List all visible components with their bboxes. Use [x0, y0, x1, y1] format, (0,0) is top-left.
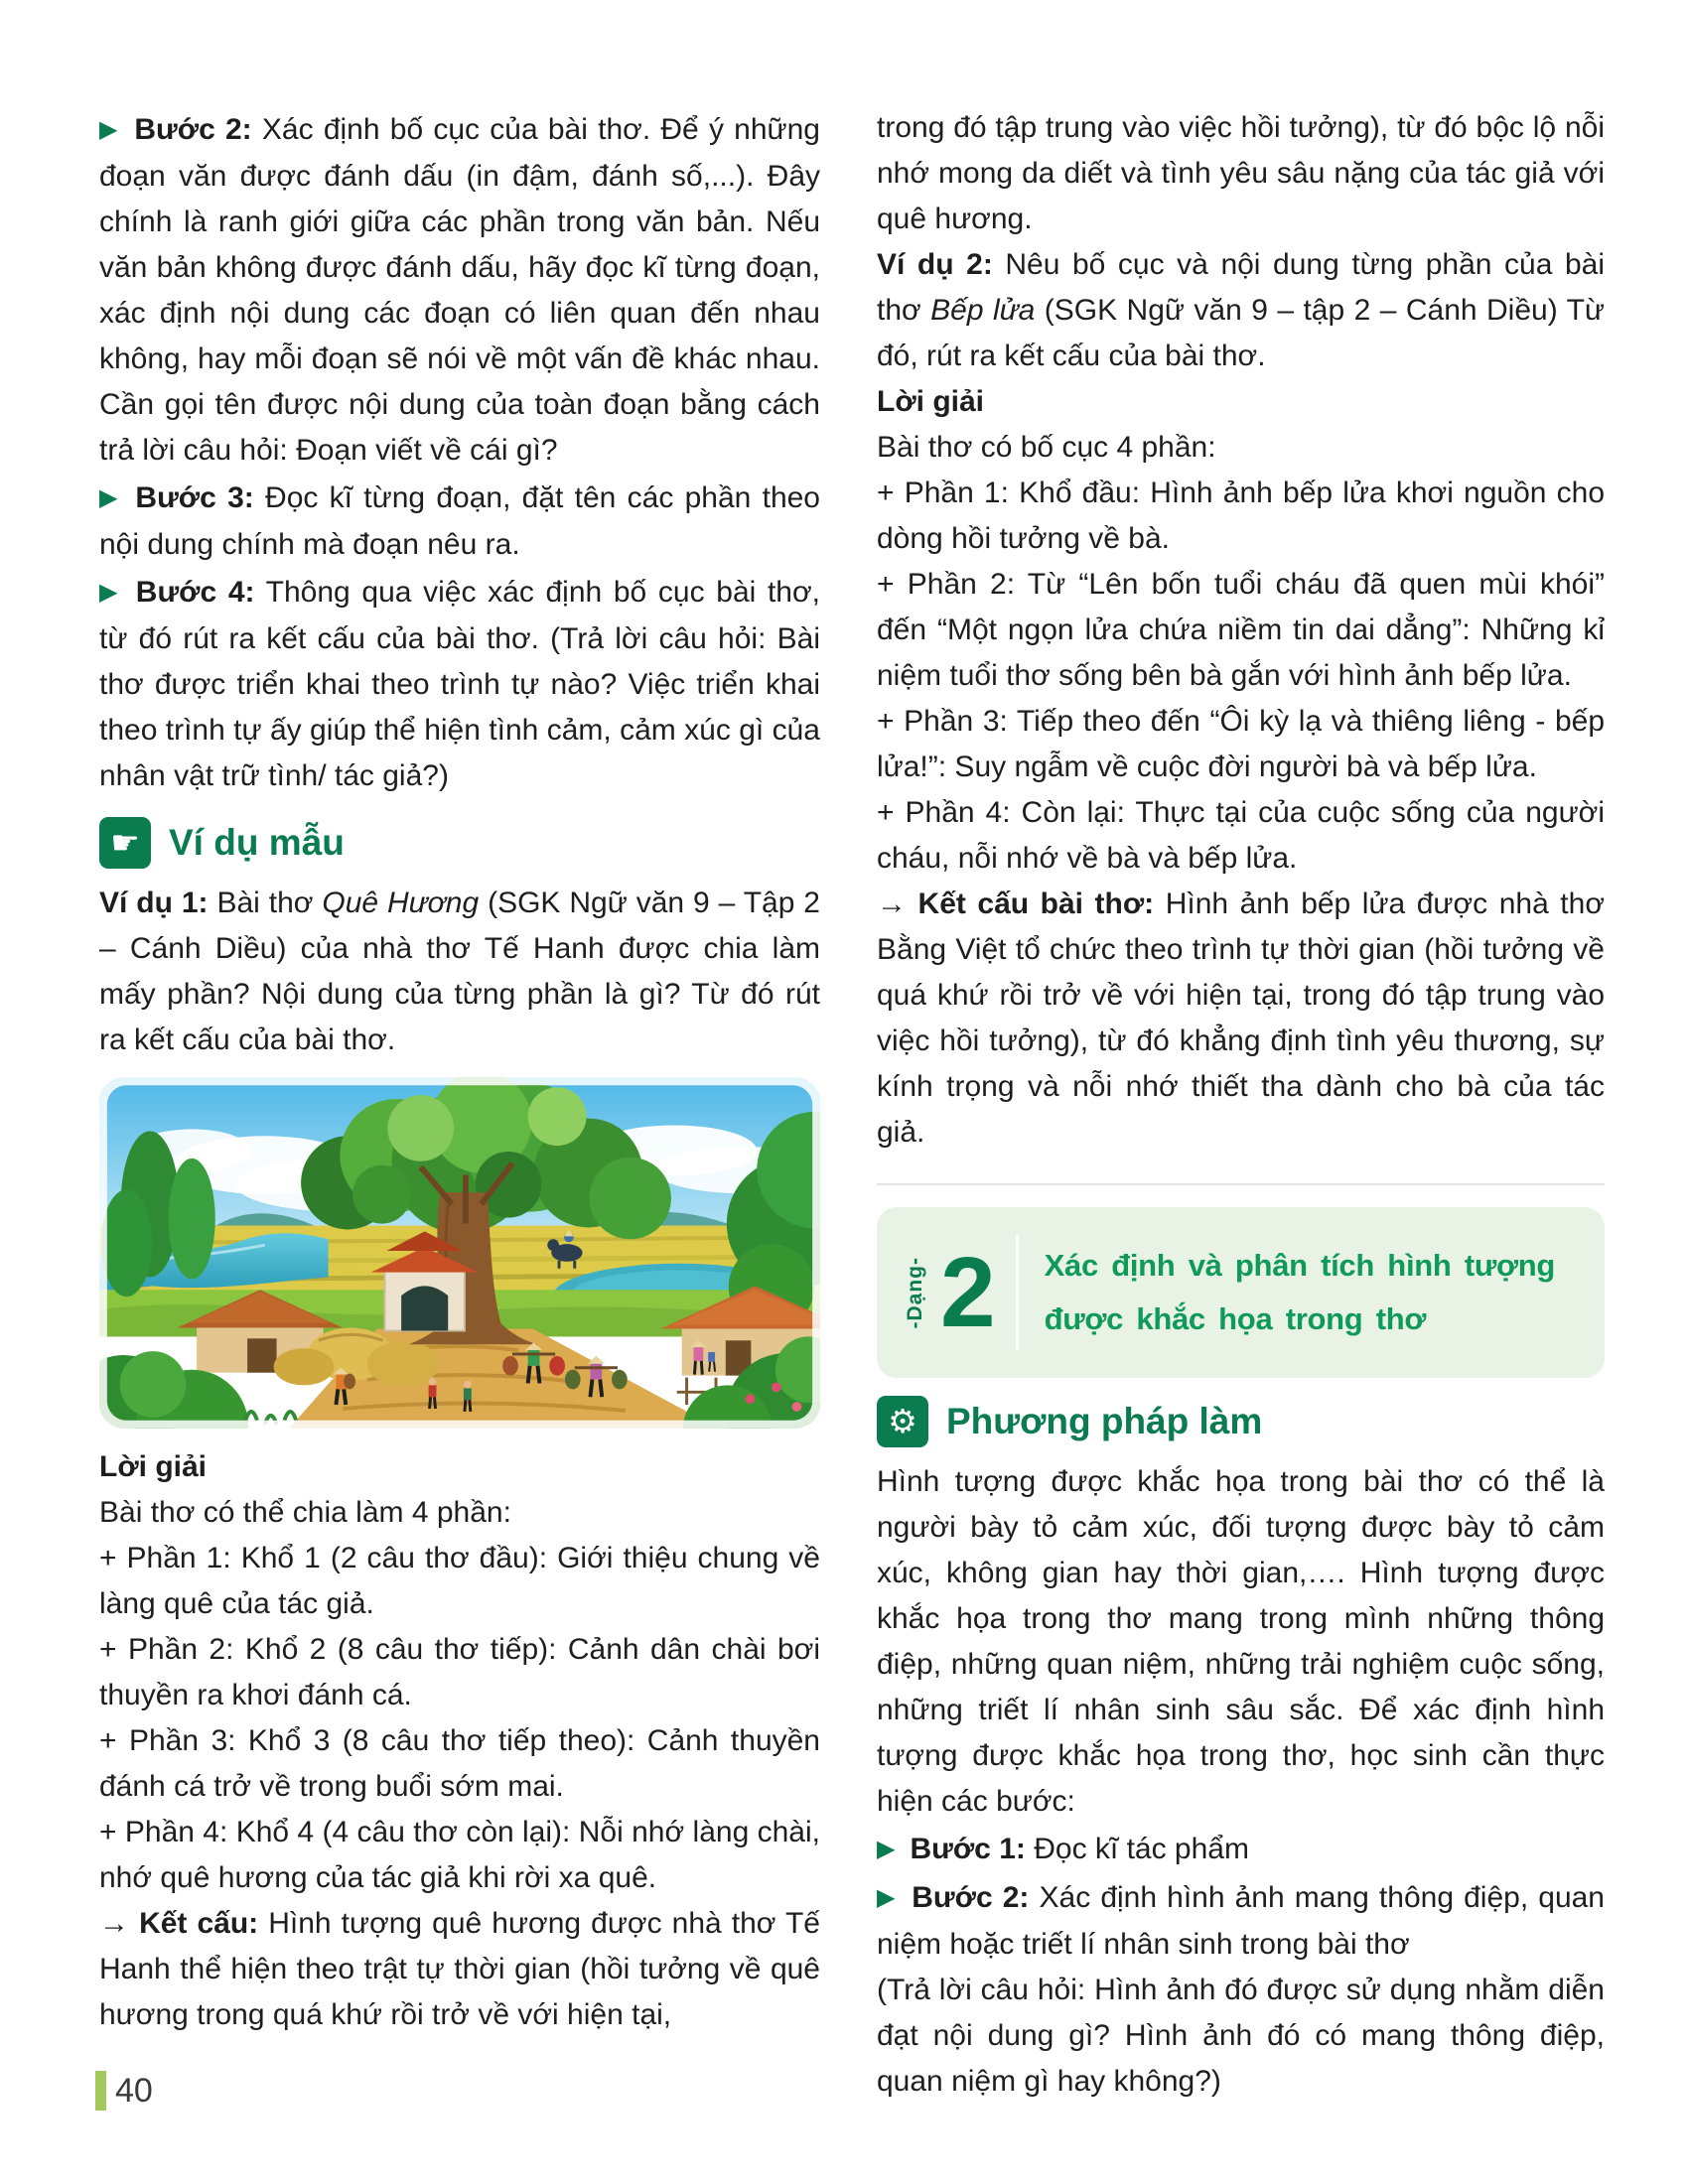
text-segment: Bài thơ có bố cục 4 phần:: [877, 431, 1216, 464]
solution-paragraph: [99, 1627, 820, 1718]
text-segment: + Phần 3: Khổ 3 (8 câu thơ tiếp theo): Cảnh thuyền đánh cá trở về trong buổi sớm mai.: [99, 1724, 820, 1803]
text-segment: + Phần 4: Khổ 4 (4 câu thơ còn lại): Nỗi nhớ làng chài, nhớ quê hương của tác giả khi rời xa quê.: [99, 1816, 820, 1894]
illustration-frame: [99, 1075, 820, 1431]
solution-paragraph: [877, 562, 1605, 699]
hand-pointer-icon: ☛: [99, 817, 151, 869]
vi-du-mau-header: [99, 817, 820, 869]
solution-paragraph: [99, 1490, 820, 1536]
text-segment: (SGK Ngữ văn 9 – Tập 2 – Cánh Diều) của nhà thơ Tế Hanh được chia làm mấy phần? Nội dung của từng phần là gì? Từ đó rút ra kết cấu của bài thơ.: [99, 887, 820, 1056]
example-paragraph: [99, 881, 820, 1063]
text-segment: Lời giải: [877, 385, 985, 418]
text-segment: Đọc kĩ từng đoạn, đặt tên các phần theo nội dung chính mà đoạn nêu ra.: [99, 481, 820, 561]
text-segment: Thông qua việc xác định bố cục bài thơ, từ đó rút ra kết cấu của bài thơ. (Trả lời câu hỏi: Bài thơ được triển khai theo trình tự nào? Việc triển khai theo trình tự ấy giúp thể hiện tình cảm, cảm xúc gì của nhân vật trữ tình/ tác giả?): [99, 576, 820, 792]
solution-heading: [99, 1444, 820, 1490]
conclusion-paragraph: [877, 882, 1605, 1156]
text-segment: Bước 2:: [912, 1881, 1030, 1914]
text-segment: Quê Hương: [322, 887, 480, 919]
conclusion-paragraph: [99, 1901, 820, 2038]
step-paragraph: [99, 570, 820, 799]
text-segment: + Phần 3: Tiếp theo đến “Ôi kỳ lạ và thiêng liêng - bếp lửa!”: Suy ngẫm về cuộc đời người bà và bếp lửa.: [877, 705, 1605, 783]
text-segment: Bước 4:: [135, 576, 255, 609]
dang-2-box: [877, 1207, 1605, 1378]
solution-paragraph: [99, 1536, 820, 1627]
text-segment: (Trả lời câu hỏi: Hình ảnh đó được sử dụng nhằm diễn đạt nội dung gì? Hình ảnh đó có mang thông điệp, quan niệm gì hay không?): [877, 1974, 1605, 2098]
text-segment: Hình tượng quê hương được nhà thơ Tế Hanh thể hiện theo trật tự thời gian (hồi tưởng về quê hương trong quá khứ rồi trở về với hiện tại,: [99, 1907, 820, 2031]
example-paragraph: [877, 242, 1605, 379]
text-segment: Nêu bố cục và nội dung từng phần của bài thơ: [877, 248, 1605, 327]
dang-title-line: được khắc họa trong thơ: [1044, 1301, 1427, 1336]
text-segment: Lời giải: [99, 1450, 208, 1483]
page-number: [95, 2071, 153, 2111]
text-segment: + Phần 2: Khổ 2 (8 câu thơ tiếp): Cảnh dân chài bơi thuyền ra khơi đánh cá.: [99, 1633, 820, 1711]
section-title: Phương pháp làm: [946, 1401, 1263, 1441]
text-segment: Bước 1:: [910, 1833, 1026, 1865]
text-segment: + Phần 2: Từ “Lên bốn tuổi cháu đã quen mùi khói” đến “Một ngọn lửa chứa niềm tin dai dẳng”: Những kỉ niệm tuổi thơ sống bên bà gắn với hình ảnh bếp lửa.: [877, 568, 1605, 692]
step-paragraph: [99, 476, 820, 568]
text-segment: Xác định bố cục của bài thơ. Để ý những đoạn văn được đánh dấu (in đậm, đánh số,...). Đây chính là ranh giới giữa các phần trong văn bản. Nếu văn bản không được đánh dấu, hãy đọc kĩ từng đoạn, xác định nội dung các đoạn có liên quan đến nhau không, hay mỗi đoạn sẽ nói về một vấn đề khác nhau. Cần gọi tên được nội dung của toàn đoạn bằng cách trả lời câu hỏi: Đoạn viết về cái gì?: [99, 113, 820, 467]
text-segment: trong đó tập trung vào việc hồi tưởng), từ đó bộc lộ nỗi nhớ mong da diết và tình yêu sâu nặng của tác giả với quê hương.: [877, 111, 1605, 235]
text-segment: + Phần 4: Còn lại: Thực tại của cuộc sống của người cháu, nỗi nhớ về bà và bếp lửa.: [877, 796, 1605, 875]
village-scene-illustration: [99, 1075, 820, 1431]
section-divider: [877, 1183, 1605, 1185]
text-segment: (SGK Ngữ văn 9 – tập 2 – Cánh Diều) Từ đó, rút ra kết cấu của bài thơ.: [877, 294, 1605, 372]
page-number-bar: [95, 2071, 106, 2111]
text-segment: Hình ảnh bếp lửa được nhà thơ Bằng Việt tổ chức theo trình tự thời gian (hồi tưởng về quá khứ rồi trở về với hiện tại, trong đó tập trung vào việc hồi tưởng), từ đó khẳng định tình yêu thương, sự kính trọng và nỗi nhớ thiết tha dành cho bà của tác giả.: [877, 887, 1605, 1149]
text-segment: →: [99, 1907, 140, 1940]
example-1-section: [99, 881, 820, 1063]
solution-2-section: [877, 105, 1605, 1156]
triangle-bullet-icon: ▶: [99, 115, 120, 143]
text-segment: Ví dụ 2:: [877, 248, 993, 281]
section-title: Ví dụ mẫu: [169, 822, 345, 863]
text-segment: Đọc kĩ tác phẩm: [1025, 1833, 1249, 1865]
text-segment: + Phần 1: Khổ đầu: Hình ảnh bếp lửa khơi nguồn cho dòng hồi tưởng về bà.: [877, 477, 1605, 555]
right-column: [877, 105, 1605, 2105]
dang-title-line: Xác định và phân tích hình tượng: [1044, 1248, 1556, 1283]
phuong-phap-header: [877, 1396, 1605, 1447]
continuation-paragraph: [877, 105, 1605, 242]
gear-icon: ⚙: [877, 1396, 928, 1447]
text-segment: Xác định hình ảnh mang thông điệp, quan niệm hoặc triết lí nhân sinh trong bài thơ: [877, 1881, 1605, 1961]
text-segment: Bài thơ có thể chia làm 4 phần:: [99, 1496, 511, 1529]
text-segment: Bước 2:: [134, 113, 252, 146]
method-section: [877, 1459, 1605, 2105]
text-segment: Kết cấu:: [139, 1907, 259, 1940]
solution-heading: [877, 379, 1605, 425]
solution-paragraph: [99, 1718, 820, 1810]
step-paragraph: [877, 1875, 1605, 1968]
solution-paragraph: [99, 1810, 820, 1901]
text-segment: →: [877, 887, 918, 920]
text-segment: + Phần 1: Khổ 1 (2 câu thơ đầu): Giới thiệu chung về làng quê của tác giả.: [99, 1542, 820, 1620]
dang-side-label: -Dạng-: [904, 1256, 926, 1329]
dang-side: [877, 1237, 996, 1348]
text-segment: Ví dụ 1:: [99, 887, 209, 919]
solution-paragraph: [877, 790, 1605, 882]
text-segment: Bếp lửa: [930, 294, 1036, 327]
text-segment: Kết cấu bài thơ:: [917, 887, 1155, 920]
step-paragraph: [99, 107, 820, 474]
dang-title: [1045, 1239, 1605, 1346]
text-segment: Bài thơ: [208, 887, 323, 919]
triangle-bullet-icon: ▶: [877, 1883, 898, 1911]
left-column: [99, 105, 820, 2038]
solution-1-section: [99, 1444, 820, 2038]
step-paragraph: [877, 1827, 1605, 1873]
page-number-text: 40: [115, 2071, 153, 2110]
solution-paragraph: [877, 425, 1605, 471]
note-paragraph: [877, 1968, 1605, 2105]
solution-paragraph: [877, 471, 1605, 562]
triangle-bullet-icon: ▶: [877, 1835, 896, 1862]
text-segment: Hình tượng được khắc họa trong bài thơ có thể là người bày tỏ cảm xúc, đối tượng được bày tỏ cảm xúc, không gian hay thời gian,…. Hình tượng được khắc họa trong thơ mang trong mình những thông điệp, những quan niệm, những trải nghiệm cuộc sống, những triết lí nhân sinh sâu sắc. Để xác định hình tượng được khắc họa trong thơ, học sinh cần thực hiện các bước:: [877, 1465, 1605, 1818]
dang-divider: [1016, 1234, 1019, 1351]
solution-paragraph: [877, 699, 1605, 790]
triangle-bullet-icon: ▶: [99, 578, 121, 606]
dang-number: 2: [940, 1237, 996, 1348]
text-segment: Bước 3:: [135, 481, 254, 514]
triangle-bullet-icon: ▶: [99, 483, 121, 511]
steps-section: [99, 107, 820, 799]
method-paragraph: [877, 1459, 1605, 1825]
